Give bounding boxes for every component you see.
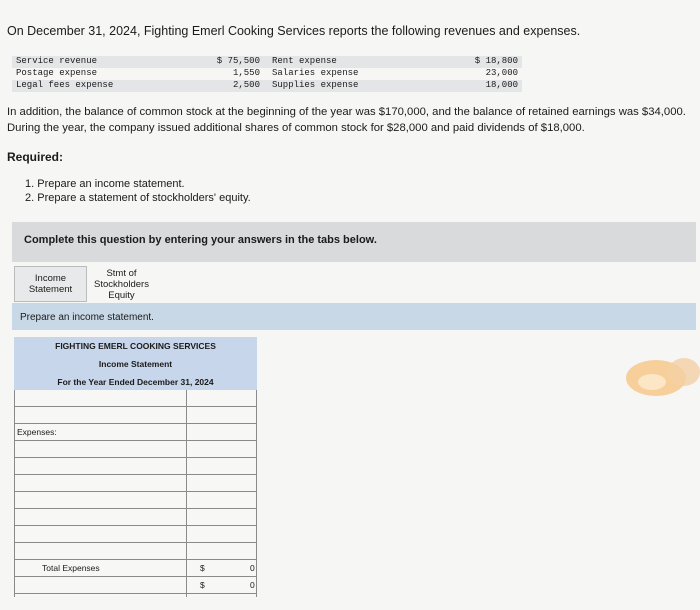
tab-label: Equity bbox=[108, 289, 135, 301]
account-amount: 1,550 bbox=[232, 68, 260, 78]
table-row[interactable] bbox=[14, 390, 257, 407]
table-row[interactable] bbox=[14, 492, 257, 509]
account-name: Service revenue bbox=[16, 56, 98, 66]
table-row[interactable] bbox=[14, 509, 257, 526]
account-name: Rent expense bbox=[272, 56, 337, 66]
table-row bbox=[14, 560, 257, 577]
account-name: Postage expense bbox=[16, 68, 98, 78]
dollar-sign: $ bbox=[200, 580, 205, 590]
problem-paragraph: In addition, the balance of common stock at the beginning of the year was $170,000, and the balance of retained earnings was $34,000. During the year, the company issued additional shares of common stock for $28,000 and paid dividends of $18,000. bbox=[7, 106, 686, 134]
required-heading: Required: bbox=[7, 150, 64, 164]
tab-income-statement[interactable] bbox=[14, 266, 87, 302]
table-row[interactable] bbox=[14, 458, 257, 475]
account-amount: 18,000 bbox=[485, 80, 518, 90]
table-row[interactable] bbox=[14, 475, 257, 492]
problem-intro: On December 31, 2024, Fighting Emerl Cooking Services reports the following revenues and expenses. bbox=[7, 24, 581, 38]
table-row[interactable] bbox=[14, 577, 257, 594]
table-row[interactable] bbox=[14, 543, 257, 560]
tab-label: Stmt of bbox=[106, 267, 137, 279]
tab-label: Income bbox=[34, 273, 67, 284]
account-name: Supplies expense bbox=[272, 80, 359, 90]
total-expenses-value: 0 bbox=[250, 563, 255, 573]
light-glare bbox=[622, 350, 700, 406]
account-amount: 23,000 bbox=[485, 68, 518, 78]
tab-stockholders-equity[interactable] bbox=[87, 266, 156, 302]
statement-title: Income Statement bbox=[98, 359, 173, 369]
company-name: FIGHTING EMERL COOKING SERVICES bbox=[55, 341, 216, 351]
account-amount: $ 75,500 bbox=[216, 56, 260, 66]
dollar-sign: $ bbox=[200, 563, 205, 573]
table-row bbox=[14, 424, 257, 441]
account-amount: $ 18,800 bbox=[474, 56, 518, 66]
account-amount: 2,500 bbox=[232, 80, 260, 90]
instructions-text: Complete this question by entering your answers in the tabs below. bbox=[24, 234, 377, 246]
table-row[interactable] bbox=[14, 441, 257, 458]
prepare-instruction: Prepare an income statement. bbox=[20, 312, 154, 323]
statement-period: For the Year Ended December 31, 2024 bbox=[57, 377, 214, 387]
account-name: Legal fees expense bbox=[16, 80, 114, 90]
table-row[interactable] bbox=[14, 526, 257, 543]
required-item: 2. Prepare a statement of stockholders' equity. bbox=[25, 192, 251, 204]
tab-label: Statement bbox=[28, 284, 73, 295]
tab-label: Stockholders bbox=[94, 278, 149, 290]
required-item: 1. Prepare an income statement. bbox=[25, 178, 185, 190]
expenses-label: Expenses: bbox=[17, 427, 57, 437]
table-row[interactable] bbox=[14, 407, 257, 424]
total-expenses-label: Total Expenses bbox=[42, 563, 100, 573]
net-value: 0 bbox=[250, 580, 255, 590]
account-name: Salaries expense bbox=[272, 68, 359, 78]
